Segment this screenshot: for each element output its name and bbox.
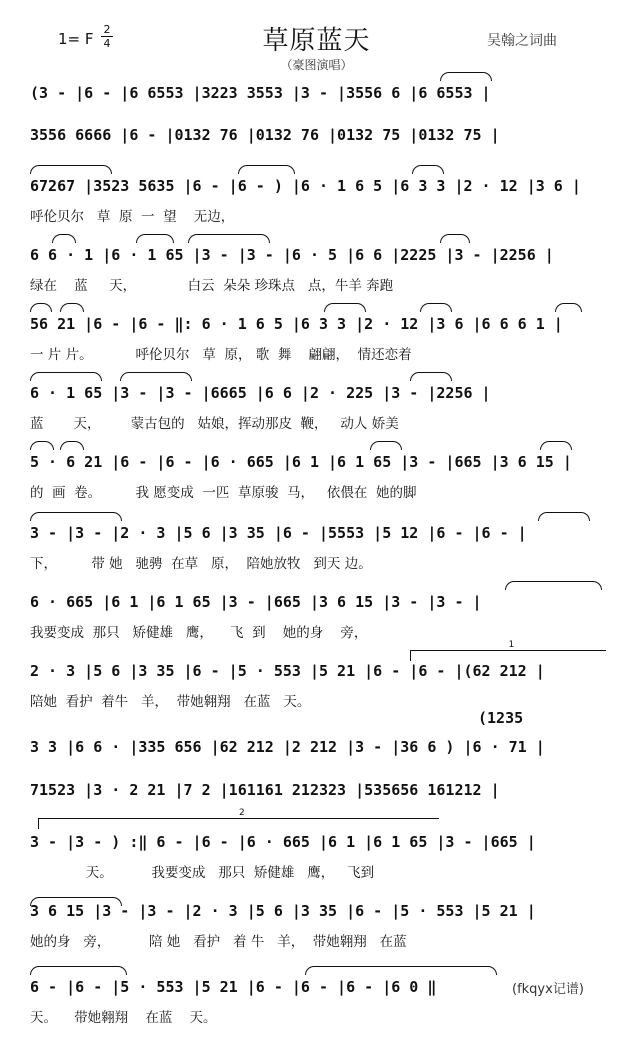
slur-arc [305,966,497,975]
slur-arc [60,441,84,450]
slur-arc [188,234,270,243]
lyric-line: 一 片 片。 呼伦贝尔 草 原， 歌 舞 翩翩， 情还恋着 [30,347,412,363]
notation-line: 71523 |3 · 2 21 |7 2 |161161 212323 |535656 161212 | [30,781,500,799]
slur-arc [30,372,102,381]
slur-arc [410,372,452,381]
slur-arc [440,234,470,243]
lyric-line: 蓝 天， 蒙古包的 姑娘，挥动那皮 鞭， 动人 娇美 [30,416,399,432]
slur-arc [505,581,602,590]
lyric-line: 她的身 旁， 陪 她 看护 着 牛 羊， 带她翱翔 在蓝 [30,934,407,950]
slur-arc [370,441,402,450]
volta-bracket-second [38,808,439,829]
score-line [30,246,605,298]
notation-line: 5 · 6 21 |6 - |6 - |6 · 665 |6 1 |6 1 65 |3 - |665 |3 6 15 | [30,453,572,471]
slur-arc [136,234,174,243]
score-line [30,593,605,645]
slur-arc [420,303,452,312]
notation-line: 3 - |3 - |2 · 3 |5 6 |3 35 |6 - |5553 |5 12 |6 - |6 - | [30,524,527,542]
time-signature-top: 2 [103,23,111,36]
notation-line: 6 - |6 - |5 · 553 |5 21 |6 - |6 - |6 - |6 0 ‖ [30,978,437,996]
transcriber-credit: (fkqyx记谱) [512,982,584,997]
lyric-line: 陪她 看护 着牛 羊， 带她翱翔 在蓝 天。 [30,694,311,710]
score-line [30,902,605,954]
volta-bracket-first [410,640,606,661]
slur-arc [60,303,84,312]
slur-arc [440,72,492,81]
slur-arc [324,303,366,312]
lyric-line: 的 画 卷。 我 愿变成 一匹 草原骏 马， 依偎在 她的脚 [30,485,417,501]
notation-line: 3 6 15 |3 - |3 - |2 · 3 |5 6 |3 35 |6 - |5 · 553 |5 21 | [30,902,536,920]
slur-arc [30,303,52,312]
lyric-line: 我要变成 那只 矫健雄 鹰， 飞 到 她的身 旁， [30,625,368,641]
slur-arc [30,165,112,174]
notation-line: 67267 |3523 5635 |6 - |6 - ) |6 · 1 6 5 |6 3 3 |2 · 12 |3 6 | [30,177,581,195]
slur-arc [120,372,192,381]
lyric-line: 下， 带 她 驰骋 在草 原， 陪她放牧 到天 边。 [30,556,372,572]
score-line [30,833,605,885]
notation-line: 3 3 |6 6 · |335 656 |62 212 |2 212 |3 - |36 6 ) |6 · 71 | [30,738,545,756]
score-line [30,453,605,505]
slur-arc [30,966,127,975]
song-title: 草原蓝天 [262,26,371,56]
score-line [30,315,605,367]
score-line [30,177,605,229]
key-signature: 1= F [58,30,94,48]
slur-arc [540,441,572,450]
time-signature-bottom: 4 [103,37,111,50]
volta-number: 2 [239,808,245,818]
notation-line: 6 · 665 |6 1 |6 1 65 |3 - |665 |3 6 15 |3 - |3 - | [30,593,482,611]
notation-line: 6 · 1 65 |3 - |3 - |6665 |6 6 |2 · 225 |3 - |2256 | [30,384,491,402]
slur-arc [30,441,54,450]
score-line [30,384,605,436]
slur-arc [238,165,295,174]
notation-line: 3 - |3 - ) :‖ 6 - |6 - |6 · 665 |6 1 |6 1 65 |3 - |665 | [30,833,536,851]
slur-arc [412,165,444,174]
slur-arc [30,897,122,906]
score-line [30,662,605,714]
notation-line: 3556 6666 |6 - |0132 76 |0132 76 |0132 75 |0132 75 | [30,126,500,144]
score-line [30,524,605,576]
score-line [30,126,605,178]
lyric-line: 天。 带她翱翔 在蓝 天。 [30,1010,217,1026]
notation-line: 56 21 |6 - |6 - ‖: 6 · 1 6 5 |6 3 3 |2 · 12 |3 6 |6 6 6 1 | [30,315,563,333]
notation-line: 2 · 3 |5 6 |3 35 |6 - |5 · 553 |5 21 |6 - |6 - |(62 212 | [30,662,545,680]
author-credit: 吴翰之词曲 [487,33,557,49]
slur-arc [52,234,76,243]
slur-arc [30,512,122,521]
intro-prefix: (1235 [478,709,524,727]
notation-line: (3 - |6 - |6 6553 |3223 3553 |3 - |3556 6 |6 6553 | [30,84,491,102]
volta-number: 1 [508,640,515,650]
lyric-line: 呼伦贝尔 草 原 一 望 无边， [30,209,235,225]
singer-credit: （豪图演唱） [280,58,353,72]
notation-line: 6 6 · 1 |6 · 1 65 |3 - |3 - |6 · 5 |6 6 |2225 |3 - |2256 | [30,246,554,264]
slur-arc [555,303,582,312]
lyric-line: 绿在 蓝 天， 白云 朵朵 珍珠点 点，牛羊 奔跑 [30,278,394,294]
lyric-line: 天。 我要变成 那只 矫健雄 鹰， 飞到 [30,865,375,881]
slur-arc [538,512,590,521]
